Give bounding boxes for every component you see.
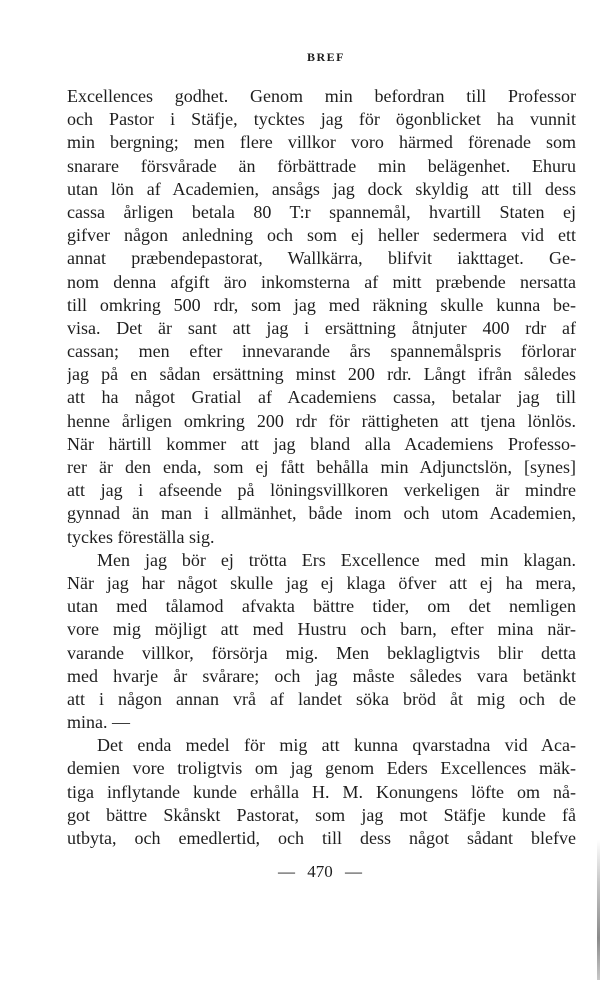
text-line: mina. — [67,712,130,733]
text-line: Men jag bör ej trötta Ers Excellence med min klagan. [97,549,576,570]
text-line: cassa årligen betala 80 T:r spannemål, hvartill Staten ej [67,201,576,222]
text-line: Excellences godhet. Genom min befordran till Professor [67,86,576,106]
text-line: utbyta, och emedlertid, och till dess något sådant blefve [67,828,576,848]
text-line: utan lön af Academien, ansågs jag dock skyldig att till dess [67,178,576,199]
text-line: min bergning; men flere villkor voro härmed förenade som [67,132,576,153]
text-line: När härtill kommer att jag bland alla Academiens Professo- [67,433,576,454]
text-line: att ha något Gratial af Academiens cassa, betalar jag till [67,387,576,408]
text-line: tiga inflytande kunde erhålla H. M. Konungens löfte om nå- [67,781,576,802]
body-text [67,85,576,850]
text-line: och Pastor i Stäfje, tycktes jag för ögonblicket ha vunnit [67,109,576,130]
text-line: att jag i afseende på löningsvillkoren verkeligen är mindre [67,480,576,501]
text-line: rer är den enda, som ej fått behålla min Adjunctslön, [synes] [67,457,576,477]
text-line: henne årligen omkring 200 rdr för rättigheten att tjena lönlös. [67,410,576,431]
text-line: varande villkor, försörja mig. Men beklagligtvis blir detta [67,642,576,663]
text-line: utan med tålamod afvakta bättre tider, om det nemligen [67,596,576,617]
text-line: jag på en sådan ersättning minst 200 rdr. Långt ifrån således [67,364,576,385]
page-number: — 470 — [278,862,362,881]
text-line: cassan; men efter innevarande års spannemålspris förlorar [67,341,576,362]
text-line: Det enda medel för mig att kunna qvarstadna vid Aca- [97,735,576,756]
text-line: nom denna afgift äro inkomsterna af mitt præbende nersatta [67,271,576,292]
text-line: med hvarje år svårare; och jag måste således vara betänkt [67,665,576,686]
text-line: snarare försvårade än förbättrade min belägenhet. Ehuru [67,155,576,176]
text-line: demien vore troligtvis om jag genom Eders Excellences mäk- [67,758,576,779]
text-line: vore mig möjligt att med Hustru och barn, efter mina när- [67,619,576,640]
text-line: gifver någon anledning och som ej heller sedermera vid ett [67,225,576,246]
text-line: att i någon annan vrå af landet söka bröd åt mig och de [67,688,576,709]
text-line: tyckes föreställa sig. [67,526,215,547]
text-line: När jag har något skulle jag ej klaga öfver att ej ha mera, [67,572,576,593]
text-line: visa. Det är sant att jag i ersättning åtnjuter 400 rdr af [67,317,576,338]
text-line: annat præbendepastorat, Wallkärra, blifvit iakttaget. Ge- [67,248,576,269]
text-line: till omkring 500 rdr, som jag med räkning skulle kunna be- [67,294,576,315]
running-head: BREF [306,50,345,64]
text-line: gynnad än man i allmänhet, både inom och utom Academien, [67,503,576,524]
text-line: got bättre Skånskt Pastorat, som jag mot Stäfje kunde få [67,804,576,825]
